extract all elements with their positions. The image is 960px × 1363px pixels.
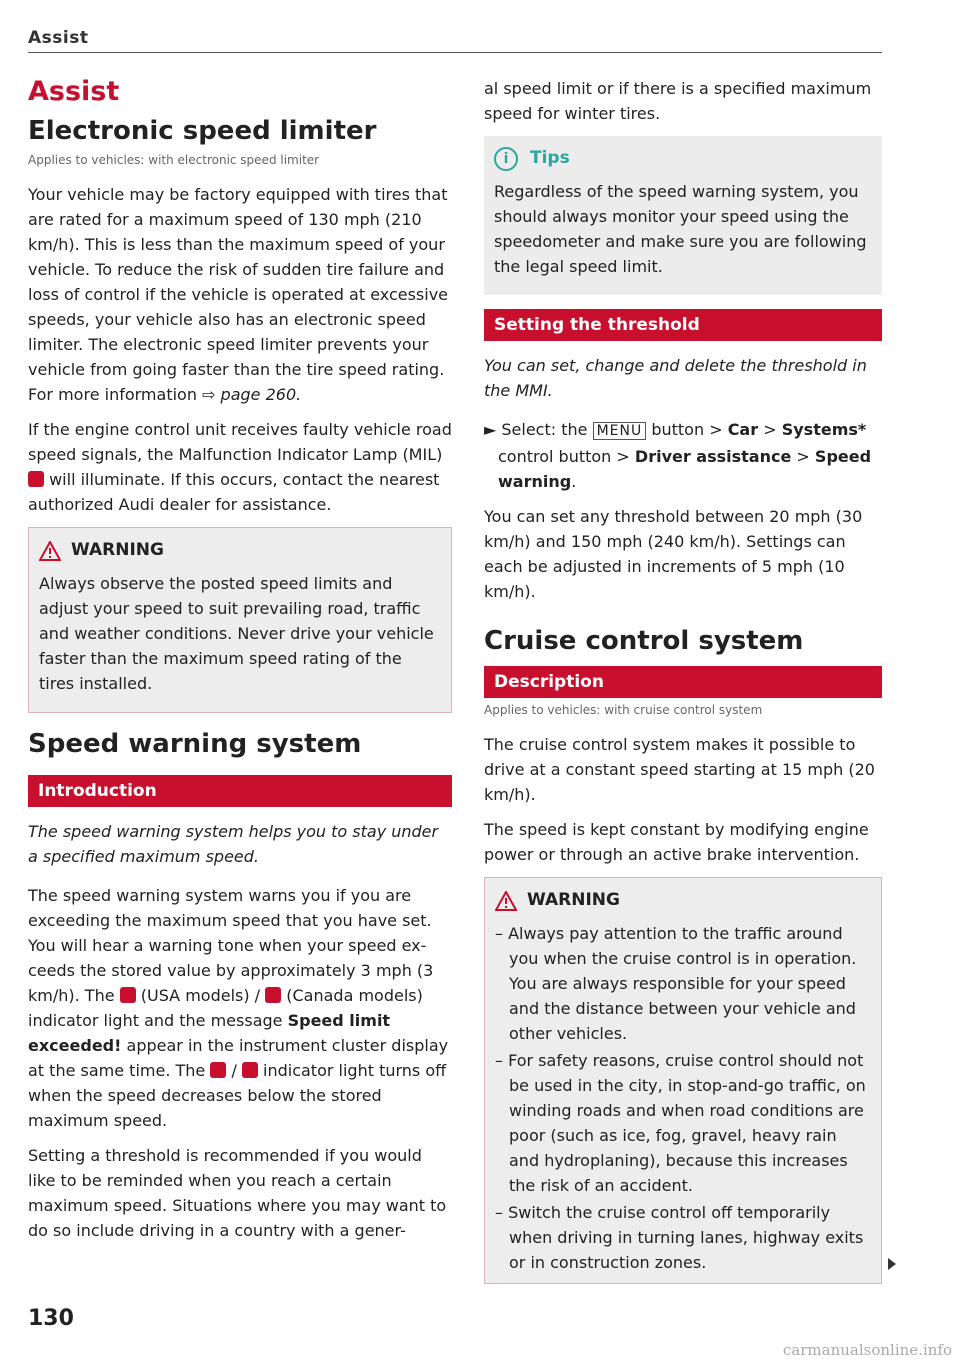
cruise-warning-label: WARNING: [527, 890, 620, 910]
tips-label: Tips: [530, 148, 570, 168]
esl-p2a-text: If the engine control unit receives faulty vehicle road speed signals, the Malfunction Indicator Lamp (MIL): [28, 420, 452, 464]
warning-triangle-icon: [39, 541, 61, 561]
usa-indicator-icon-2: [210, 1062, 226, 1078]
esl-warning-label: WARNING: [71, 540, 164, 560]
sep-2: >: [796, 447, 810, 466]
sws-p1c: (Canada models) indicator light and the message: [28, 986, 423, 1030]
select-instruction: [484, 417, 882, 494]
esl-warning-title: [39, 538, 441, 563]
cruise-warning-box: [484, 877, 882, 1284]
sws-heading: Speed warning system: [28, 729, 362, 759]
esl-p2b-text: will illuminate. If this occurs, contact the nearest authorized Audi dealer for assistance.: [28, 470, 440, 514]
esl-warning-text: Always observe the posted speed limits and adjust your speed to suit prevailing road, traffic and weather conditions. Never drive your vehicle faster than the maximum speed rating of the tires installed.: [39, 574, 434, 693]
chapter-title: Assist: [28, 76, 120, 107]
cruise-warning-list: [495, 921, 871, 1275]
warning-triangle-icon: [495, 891, 517, 911]
page-link[interactable]: ⇨ page 260.: [202, 385, 302, 404]
menu-key: MENU: [593, 422, 647, 440]
tips-title: [494, 146, 872, 171]
sws-intro: The speed warning system helps you to stay under a specified maximum speed.: [28, 822, 439, 866]
tips-box: [484, 136, 882, 295]
cruise-applies: Applies to vehicles: with cruise control system: [484, 703, 763, 717]
header-rule: [28, 52, 882, 53]
list-item: – For safety reasons, cruise control should not be used in the city, in stop-and-go traffic, on winding roads and when road conditions are poor (such as ice, fog, gravel, heavy rain and hydroplaning), because this increases the risk of an accident.: [495, 1051, 866, 1195]
sws-p1a: The speed warning system warns you if you are exceeding the maximum speed that you have set. You will hear a warning tone when your speed exceeds the stored value by approximately 3 mph (3 km/h). The: [28, 886, 434, 1005]
cruise-paragraph-2: The speed is kept constant by modifying engine power or through an active brake intervention.: [484, 820, 869, 864]
sws-p1f: indicator light turns off when the speed decreases below the stored maximum speed.: [28, 1061, 447, 1130]
sep-1: >: [763, 420, 777, 439]
cruise-warning-title: [495, 888, 871, 913]
sws-paragraph-1: [28, 883, 452, 1133]
list-item: – Always pay attention to the traffic around you when the cruise control is in operation. You are always responsible for your speed and the distance between your vehicle and other vehicles.: [495, 924, 857, 1043]
cruise-paragraph-1: The cruise control system makes it possible to drive at a constant speed starting at 15 mph (20 km/h).: [484, 735, 875, 804]
period: .: [571, 472, 577, 491]
continue-arrow-icon: [888, 1258, 896, 1270]
esl-applies: Applies to vehicles: with electronic speed limiter: [28, 153, 320, 167]
esl-paragraph-2: [28, 417, 452, 517]
watermark: carmanualsonline.info: [782, 1341, 952, 1359]
select-prefix: ► Select: the: [484, 420, 588, 439]
info-icon: i: [494, 147, 518, 171]
tips-text: Regardless of the speed warning system, you should always monitor your speed using the speedometer and make sure you are following the legal speed limit.: [494, 182, 867, 276]
sws-intro-bar: Introduction: [28, 775, 452, 807]
canada-indicator-icon-2: [242, 1062, 258, 1078]
threshold-bar: Setting the threshold: [484, 309, 882, 341]
page-number: 130: [28, 1306, 74, 1331]
esl-warning-box: [28, 527, 452, 713]
canada-indicator-icon: [265, 987, 281, 1003]
esl-p1-text: Your vehicle may be factory equipped with tires that are rated for a maximum speed of 130 mph (210 km/h). This is less than the maximum speed of your vehicle. To reduce the risk of sudden tire failure and loss of control if the vehicle is operated at excessive speeds, your vehicle also has an electronic speed limiter. The electronic speed limiter prevents your vehicle from going faster than the tire speed rating. For more information: [28, 185, 449, 404]
esl-paragraph-1: [28, 182, 452, 407]
right-column: [484, 76, 882, 1298]
sws-p1e: /: [231, 1061, 237, 1080]
mil-indicator-icon: [28, 471, 44, 487]
menu-systems: Systems*: [781, 420, 867, 439]
sws-p1d: appear in the instrument cluster display at the same time. The: [28, 1036, 449, 1080]
esl-heading: Electronic speed limiter: [28, 116, 377, 146]
usa-indicator-icon: [120, 987, 136, 1003]
cruise-heading: Cruise control system: [484, 626, 804, 656]
speed-limit-exceeded-message: Speed limit exceeded!: [28, 1011, 391, 1055]
sws-paragraph-2-cont: al speed limit or if there is a specified maximum speed for winter tires.: [484, 79, 872, 123]
threshold-paragraph: You can set any threshold between 20 mph (30 km/h) and 150 mph (240 km/h). Settings can each be adjusted in increments of 5 mph (10 km/h).: [484, 507, 863, 601]
select-line2a: control button >: [498, 447, 630, 466]
description-bar: Description: [484, 666, 882, 698]
threshold-intro: You can set, change and delete the threshold in the MMI.: [484, 356, 867, 400]
list-item: – Switch the cruise control off temporarily when driving in turning lanes, highway exits or in construction zones.: [495, 1203, 864, 1272]
menu-car: Car: [727, 420, 759, 439]
menu-speed-warning: Speed warning: [498, 447, 872, 491]
sws-paragraph-2: Setting a threshold is recommended if you would like to be reminded when you reach a certain maximum speed. Situations where you may want to do so include driving in a country with a gener-: [28, 1146, 447, 1240]
select-mid: button >: [651, 420, 723, 439]
menu-driver-assistance: Driver assistance: [634, 447, 792, 466]
page-header-label: Assist: [28, 28, 89, 48]
sws-p1b: (USA models) /: [140, 986, 261, 1005]
left-column: [28, 76, 452, 1253]
